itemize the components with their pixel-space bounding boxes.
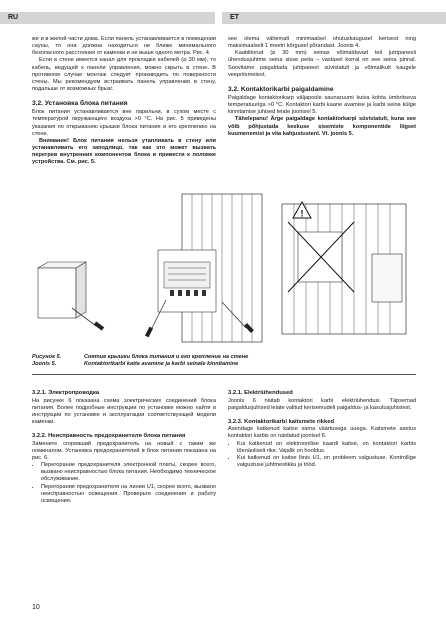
ru-section-3-2-1-title: 3.2.1. Электропроводка bbox=[32, 390, 100, 396]
ru-section-3-2-text: Блок питания устанавливается вне парильни, в сухом месте с температурой окружающего воздуха >0 °C. На рис. 5 приведены указания по открыванию крышки блока питания и его креплению на стене. bbox=[32, 109, 216, 137]
figure-caption-et: Kontaktorikarbi katte avamine ja karbi seinale kinnitamine bbox=[84, 361, 239, 368]
et-column-bottom bbox=[228, 390, 416, 469]
et-section-3-2-1-text: Joonis 6 näitab kontaktori karbi elektriühendusi. Täpsemad paigaldusjuhised leiate valitud kerisemudeli paigaldus- ja kasutusjuhistest. bbox=[228, 397, 416, 411]
figure-caption-ru: Снятие крышки блока питания и его крепление на стене bbox=[84, 354, 249, 360]
et-section-3-2-3-title: 3.2.3. Kontaktorikarbi kaitsmete rikked bbox=[228, 418, 334, 425]
list-item: • Перегорание предохранителя на линии U1, скорее всего, вызвано неисправностью освещения. Проверьте соединения и работу освещения. bbox=[41, 484, 216, 505]
et-intro-paragraph-2: Kaablitorud (⌀ 30 mm) seinas võimaldavad teil juhtpaneeli ühendusjuhtme seina sisse peita – vastasel korral on see seina pinnal. Soovitame paigaldada juhtpaneel süvistatult ja võimalikult kaugele veepritsmetest. bbox=[228, 50, 416, 78]
language-tab-et: ET bbox=[222, 12, 446, 24]
et-section-3-2-warning: Tähelepanu! Ärge paigaldage kontaktorkarpi süvistatult, kuna see võib põhjustada keskuse sisemiste komponentide liigset kuumenemist ja viia kahjustustenI. Vt. joonis 5. bbox=[228, 116, 416, 137]
et-fuse-list bbox=[228, 441, 416, 470]
list-item: • Перегорание предохранителя электронной платы, скорее всего, вызвано неисправностью блока питания. Необходимо техническое обслуживание. bbox=[41, 462, 216, 483]
et-section-3-2-1-title: 3.2.1. Elektriühendused bbox=[228, 390, 293, 396]
figure-label-et: Joonis 5. bbox=[32, 361, 57, 368]
et-column-top bbox=[228, 36, 416, 138]
ru-column-top bbox=[32, 36, 216, 167]
language-tab-ru: RU bbox=[0, 12, 215, 24]
ru-section-3-2-warning: Внимание! Блок питания нельзя утапливать в стену или устанавливать его заподлицо, так как это может вызвать перегрев внутренних компонентов блока и привести к поломке устройства. См. рис. 5. bbox=[32, 137, 216, 166]
figure-5-caption bbox=[32, 354, 416, 368]
ru-section-3-2-title: 3.2. Установка блока питания bbox=[32, 100, 128, 108]
contactor-box-open bbox=[158, 250, 216, 312]
figure-label-ru: Рисунок 5. bbox=[32, 354, 62, 360]
list-item: • Kui katkenud on kaitse liinis U1, on probleem valgustuse. Kontrollige valgustuse juhtmestikku ja tööd. bbox=[237, 455, 416, 469]
et-section-3-2-text: Paigaldage kontaktorikarp väljapoole saunaruumi kuiva kohta ümbritseva temperatuuriga >0 °C. Kontaktori karbi kaane avamise ja karbi seina külge kinnitamise juhised leiate joonisel 5. bbox=[228, 94, 416, 116]
ru-column-bottom bbox=[32, 390, 216, 505]
caption-divider bbox=[32, 374, 416, 375]
et-intro-paragraph-1: see olema vähemalt minimaalsel ohutuskaugusel kerisest ning maksimaalselt 1 meetri kõrgusel põrandast. Joonis 4. bbox=[228, 36, 416, 50]
et-section-3-2-title: 3.2. Kontaktorikarbi paigaldamine bbox=[228, 85, 334, 93]
screwdriver-left bbox=[72, 308, 104, 331]
ru-section-3-2-2-title: 3.2.2. Неисправность предохранителя блока питания bbox=[32, 433, 186, 440]
contactor-box-closed bbox=[38, 262, 86, 318]
page-number: 10 bbox=[32, 604, 40, 611]
et-section-3-2-3-text: Asendage katkenud kaitse sama väärtusega uuega. Kaitsmete asetus kontaktori karbis on näidatud joonisel 6. bbox=[228, 426, 416, 440]
figure-5-illustration bbox=[32, 190, 416, 358]
ru-section-3-2-2-text: Замените сгоревший предохранитель на новый с таким же номиналом. Установка предохранителей в блок питания показана на рис. 6. bbox=[32, 440, 216, 461]
ru-intro-paragraph-1: же и в жилой части дома. Если панель устанавливается в помещении сауны, то она должна находиться не ближе минимального безопасного расстояния от каменки и не выше одного метра. Рис. 4. bbox=[32, 36, 216, 57]
ru-intro-paragraph-2: Если в стене имеется канал для прокладки кабелей (⌀ 30 мм), то кабель, ведущий к панели управления, можно скрыть в стене. В противном случае монтаж следует производить по поверхности стены. Мы рекомендуем встраивать панель управления в стену, подальше от возможных брызг. bbox=[32, 57, 216, 93]
list-item: • Kui katkenud on elektroonilise kaardi kaitse, on kontaktori karbis tõenäoliselt rike. Vajalik on hooldus. bbox=[237, 441, 416, 455]
ru-fuse-list bbox=[32, 462, 216, 505]
surface-box bbox=[372, 254, 402, 302]
ru-section-3-2-1-text: На рисунке 6 показана схема электрических соединений блока питания. Более подробные инструкции по установке можно найти в инструкции по установке и эксплуатации соответствующей модели каменки. bbox=[32, 397, 216, 425]
svg-text:!: ! bbox=[300, 208, 304, 219]
